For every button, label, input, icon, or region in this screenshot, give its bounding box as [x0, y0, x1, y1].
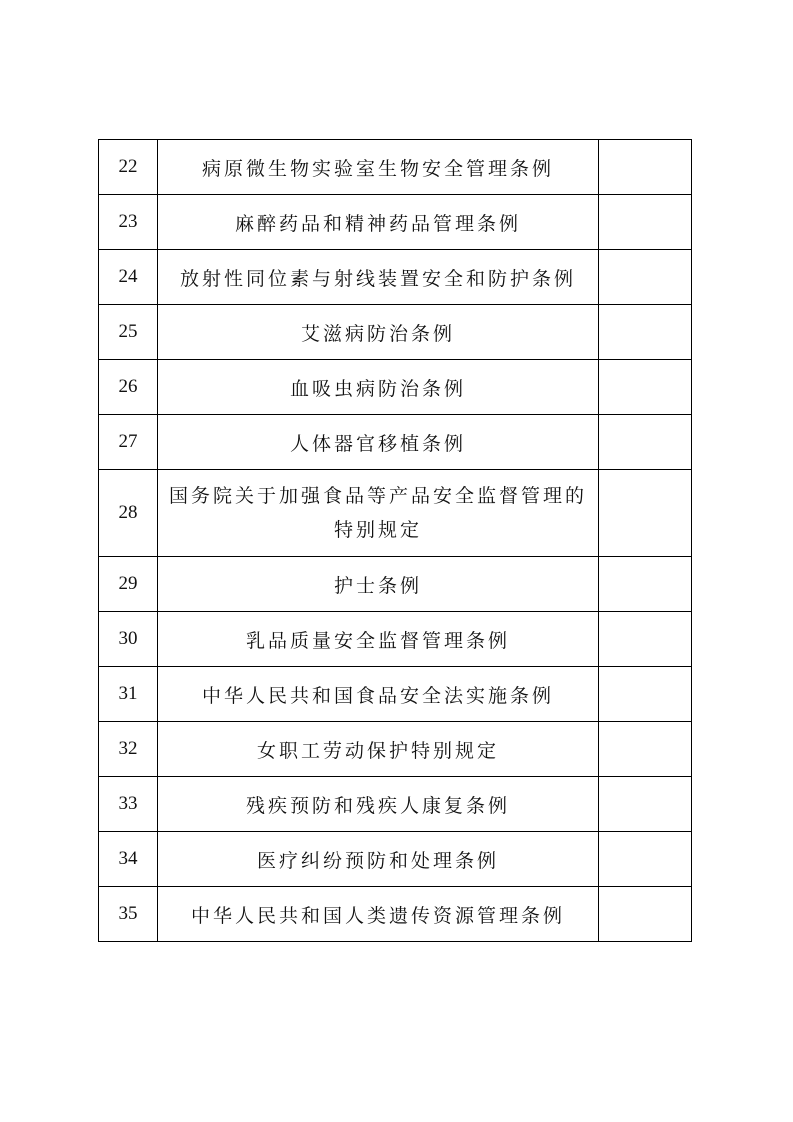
row-number: 26 [99, 360, 158, 415]
empty-cell [599, 470, 692, 557]
row-number: 22 [99, 140, 158, 195]
empty-cell [599, 557, 692, 612]
table-row [99, 777, 692, 832]
empty-cell [599, 887, 692, 942]
row-number: 31 [99, 667, 158, 722]
regulation-name: 病原微生物实验室生物安全管理条例 [158, 140, 599, 195]
empty-cell [599, 777, 692, 832]
empty-cell [599, 722, 692, 777]
table-row [99, 140, 692, 195]
row-number: 35 [99, 887, 158, 942]
table-row [99, 832, 692, 887]
regulation-name: 护士条例 [158, 557, 599, 612]
regulation-name [158, 470, 599, 557]
regulation-name: 麻醉药品和精神药品管理条例 [158, 195, 599, 250]
row-number: 30 [99, 612, 158, 667]
table-row [99, 612, 692, 667]
row-number: 25 [99, 305, 158, 360]
regulation-name: 人体器官移植条例 [158, 415, 599, 470]
row-number: 32 [99, 722, 158, 777]
table-row [99, 360, 692, 415]
row-number: 28 [99, 470, 158, 557]
regulation-name: 残疾预防和残疾人康复条例 [158, 777, 599, 832]
row-number: 23 [99, 195, 158, 250]
empty-cell [599, 667, 692, 722]
regulation-name: 乳品质量安全监督管理条例 [158, 612, 599, 667]
row-number: 33 [99, 777, 158, 832]
row-number: 24 [99, 250, 158, 305]
row-number: 34 [99, 832, 158, 887]
empty-cell [599, 415, 692, 470]
table-row [99, 557, 692, 612]
empty-cell [599, 195, 692, 250]
regulations-table [98, 139, 692, 942]
table-row [99, 250, 692, 305]
regulation-name: 放射性同位素与射线装置安全和防护条例 [158, 250, 599, 305]
regulation-name: 女职工劳动保护特别规定 [158, 722, 599, 777]
table-row [99, 415, 692, 470]
empty-cell [599, 250, 692, 305]
regulation-name: 中华人民共和国人类遗传资源管理条例 [158, 887, 599, 942]
regulation-name: 医疗纠纷预防和处理条例 [158, 832, 599, 887]
table-row [99, 722, 692, 777]
regulation-name-line-1: 国务院关于加强食品等产品安全监督管理的 [168, 485, 587, 507]
table-row [99, 470, 692, 557]
regulation-name: 艾滋病防治条例 [158, 305, 599, 360]
empty-cell [599, 140, 692, 195]
regulation-name-line-2: 特别规定 [333, 519, 422, 541]
table-row [99, 887, 692, 942]
empty-cell [599, 305, 692, 360]
table-row [99, 305, 692, 360]
regulation-name: 血吸虫病防治条例 [158, 360, 599, 415]
empty-cell [599, 360, 692, 415]
empty-cell [599, 832, 692, 887]
empty-cell [599, 612, 692, 667]
regulation-name: 中华人民共和国食品安全法实施条例 [158, 667, 599, 722]
row-number: 29 [99, 557, 158, 612]
table-row [99, 195, 692, 250]
table-row [99, 667, 692, 722]
row-number: 27 [99, 415, 158, 470]
